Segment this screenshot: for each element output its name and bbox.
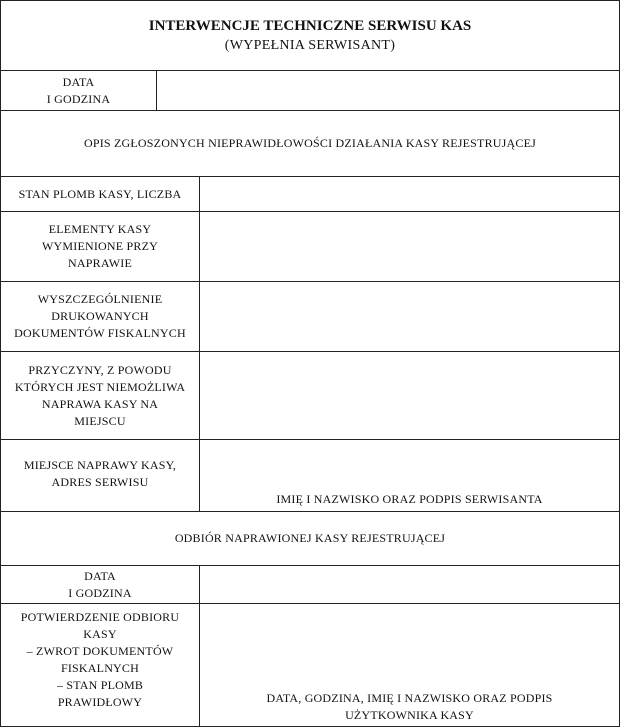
fiscal-documents-field[interactable] (200, 282, 619, 351)
repair-impossible-label (1, 352, 200, 439)
replaced-elements-label-line: NAPRAWIE (68, 256, 132, 270)
pickup-confirmation-label-line: FISKALNYCH (60, 661, 139, 675)
pickup-time-label: I GODZINA (68, 585, 132, 600)
fiscal-documents-label-line: DRUKOWANYCH (51, 309, 149, 323)
repair-impossible-label-line: PRZYCZYNY, Z POWODU (28, 362, 172, 377)
repair-impossible-label-line: MIEJSCU (74, 413, 126, 428)
pickup-confirmation-label (1, 604, 200, 726)
repair-impossible-label-line: NAPRAWA KASY NA (41, 396, 159, 411)
repair-place-label-line: MIEJSCE NAPRAWY KASY, (23, 458, 177, 472)
form-title: INTERWENCJE TECHNICZNE SERWISU KAS (148, 17, 472, 34)
replaced-elements-field[interactable] (200, 212, 619, 281)
form-subtitle: (WYPEŁNIA SERWISANT) (224, 37, 396, 53)
header-title-block (149, 16, 472, 56)
repair-impossible-label-line: KTÓRYCH JEST NIEMOŻLIWA (14, 379, 186, 394)
replaced-elements-label-line: ELEMENTY KASY (48, 222, 152, 236)
pickup-confirmation-label-line: – ZWROT DOKUMENTÓW (26, 644, 174, 658)
replaced-elements-label-line: WYMIENIONE PRZY (42, 239, 158, 253)
form-header (0, 0, 620, 71)
pickup-section-label: ODBIÓR NAPRAWIONEJ KASY REJESTRUJĄCEJ (174, 531, 446, 545)
pickup-date-label: DATA (84, 568, 116, 583)
user-signature-caption-line: UŻYTKOWNIKA KASY (345, 708, 474, 722)
pickup-date-time-label (1, 566, 200, 603)
seal-state-label: STAN PLOMB KASY, LICZBA (1, 177, 200, 211)
seal-state-field[interactable] (200, 177, 619, 211)
pickup-confirmation-row (0, 604, 620, 727)
fault-description-label: OPIS ZGŁOSZONYCH NIEPRAWIDŁOWOŚCI DZIAŁANIA KASY REJESTRUJĄCEJ (84, 136, 536, 150)
repair-place-label-line: ADRES SERWISU (51, 475, 149, 489)
pickup-section-row (0, 512, 620, 566)
pickup-confirmation-label-line: – STAN PLOMB (56, 678, 144, 692)
pickup-date-time-field[interactable] (200, 566, 619, 603)
fiscal-documents-row (0, 282, 620, 352)
fiscal-documents-label-line: WYSZCZEGÓLNIENIE (37, 292, 163, 306)
date-time-row (0, 71, 620, 111)
user-signature-caption-line: DATA, GODZINA, IMIĘ I NAZWISKO ORAZ PODPIS (266, 691, 553, 705)
fiscal-documents-label-line: DOKUMENTÓW FISKALNYCH (14, 326, 186, 340)
date-label: DATA (62, 74, 95, 89)
repair-impossible-row (0, 352, 620, 440)
date-time-label (1, 71, 157, 110)
replaced-elements-row (0, 212, 620, 282)
technician-signature-caption: IMIĘ I NAZWISKO ORAZ PODPIS SERWISANTA (276, 492, 543, 506)
fiscal-documents-label (1, 282, 200, 351)
technician-signature-field[interactable] (200, 440, 619, 511)
pickup-date-time-row (0, 566, 620, 604)
repair-impossible-field[interactable] (200, 352, 619, 439)
pickup-confirmation-label-line: PRAWIDŁOWY (57, 695, 143, 709)
pickup-confirmation-label-line: POTWIERDZENIE ODBIORU (20, 610, 180, 624)
fault-description-row (0, 111, 620, 177)
replaced-elements-label (1, 212, 200, 281)
time-label: I GODZINA (46, 91, 111, 106)
pickup-confirmation-label-line: KASY (83, 627, 117, 641)
repair-place-row (0, 440, 620, 512)
date-time-field[interactable] (157, 71, 619, 110)
seal-state-row (0, 177, 620, 212)
repair-place-label (1, 440, 200, 511)
user-signature-caption (200, 690, 619, 724)
user-signature-field[interactable] (200, 604, 619, 726)
